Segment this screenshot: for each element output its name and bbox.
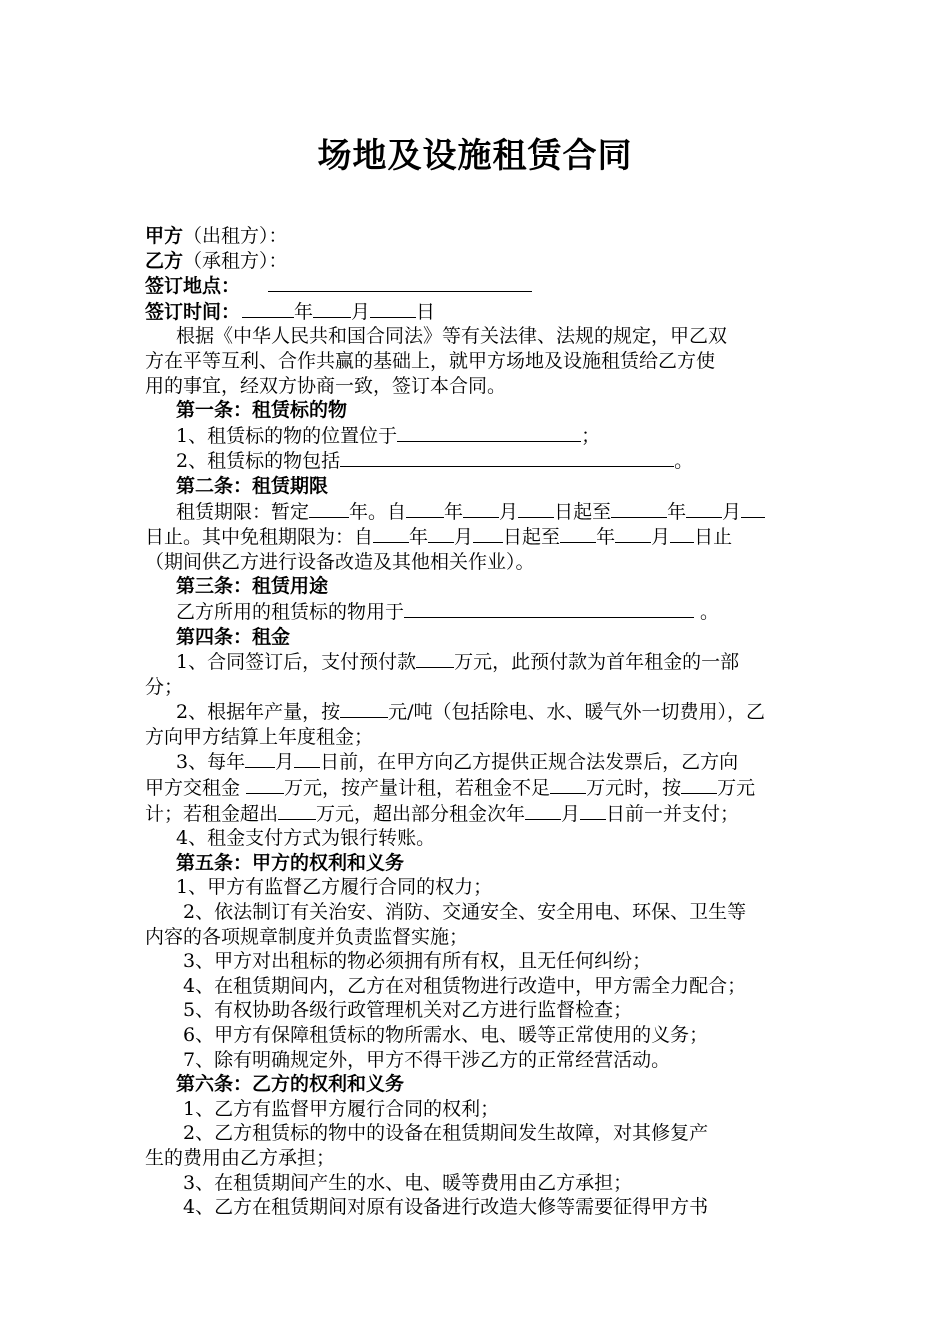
sign-place-line <box>145 273 815 299</box>
term-text-7: 月 <box>722 500 742 523</box>
article-1-item-2 <box>145 448 815 474</box>
article-4-heading: 第四条：租金 <box>176 625 291 648</box>
term-text-4: 月 <box>499 500 519 523</box>
sign-year-blank <box>242 299 294 318</box>
term-text-5: 日起至 <box>554 500 612 523</box>
free-end-day-blank <box>670 524 694 543</box>
rent-text-2: 万元，按产量计租，若租金不足 <box>284 777 551 800</box>
rent-text-4: 万元 <box>717 777 756 800</box>
article-4-item-1-cont: 分； <box>145 675 184 698</box>
term-start-day-blank <box>518 499 554 518</box>
sign-place-label: 签订地点： <box>145 275 241 298</box>
annual-text: 3、每年 <box>176 751 246 774</box>
preamble-line-1: 根据《中华人民共和国合同法》等有关法律、法规的规定，甲乙双 <box>176 325 728 348</box>
article-6-item-2: 2、乙方租赁标的物中的设备在租赁期间发生故障，对其修复产 <box>183 1122 709 1145</box>
free-start-month-blank <box>428 524 454 543</box>
article-6-item-2-cont: 生的费用由乙方承担； <box>145 1146 336 1169</box>
prepay-blank <box>416 649 454 668</box>
article-6-heading: 第六条：乙方的权利和义务 <box>176 1073 405 1096</box>
article-6-item-4: 4、乙方在租赁期间对原有设备进行改造大修等需要征得甲方书 <box>183 1196 709 1219</box>
term-start-month-blank <box>463 499 499 518</box>
sign-year-label: 年 <box>294 300 314 323</box>
article-3-heading: 第三条：租赁用途 <box>176 575 329 598</box>
term-text-1: 租赁期限：暂定 <box>176 500 310 523</box>
rent-blank <box>246 775 284 794</box>
article-1-item-1 <box>145 423 815 449</box>
free-end-year-blank <box>560 524 596 543</box>
article-1-item-1-text: 1、租赁标的物的位置位于 <box>176 424 398 447</box>
free-end-month-blank <box>615 524 651 543</box>
free-term-text-5: 年 <box>596 526 616 549</box>
term-end-month-blank <box>686 499 722 518</box>
party-a-label: 甲方 <box>145 225 184 247</box>
rent-text-3: 万元时，按 <box>586 777 682 800</box>
article-5-item-1: 1、甲方有监督乙方履行合同的权力； <box>176 876 493 899</box>
excess-day-blank <box>580 801 606 820</box>
article-4-item-2 <box>145 699 815 725</box>
sign-month-blank <box>313 299 351 318</box>
excess-month-blank <box>525 801 561 820</box>
article-4-item-3-cont-1 <box>145 775 815 801</box>
article-2-line-3: （期间供乙方进行设备改造及其他相关作业）。 <box>145 550 535 573</box>
excess-text-2: 万元，超出部分租金次年 <box>316 802 526 825</box>
sign-time-line <box>145 299 815 325</box>
article-5-item-7: 7、除有明确规定外，甲方不得干涉乙方的正常经营活动。 <box>183 1048 671 1071</box>
location-blank <box>397 423 581 442</box>
party-b-label: 乙方 <box>145 249 184 272</box>
term-text-3: 年 <box>444 500 464 523</box>
contract-body <box>145 224 815 1220</box>
article-6-item-3: 3、在租赁期间产生的水、电、暖等费用由乙方承担； <box>183 1171 633 1194</box>
free-start-day-blank <box>473 524 503 543</box>
article-5-heading: 第五条：甲方的权利和义务 <box>176 851 405 874</box>
article-1-item-2-text: 2、租赁标的物包括 <box>176 450 341 473</box>
rate-text: 2、根据年产量，按 <box>176 701 341 724</box>
usage-text: 乙方所用的租赁标的物用于 <box>176 600 405 623</box>
sign-day-label: 日 <box>416 300 436 323</box>
preamble-line-2: 方在平等互利、合作共赢的基础上，就甲方场地及设施租赁给乙方使 <box>145 349 716 372</box>
free-term-text-1: 日止。其中免租期限为：自 <box>145 526 374 549</box>
article-1-item-1-end: ； <box>581 424 601 447</box>
free-term-text-4: 日起至 <box>503 526 561 549</box>
sign-place-blank <box>268 273 532 292</box>
sign-day-blank <box>370 299 416 318</box>
term-text-6: 年 <box>667 500 687 523</box>
article-2-heading: 第二条：租赁期限 <box>176 474 329 497</box>
party-a-role: （出租方）： <box>183 225 288 247</box>
free-term-text-2: 年 <box>409 526 429 549</box>
min-rent-charge-blank <box>681 775 717 794</box>
article-1-heading: 第一条：租赁标的物 <box>176 399 348 422</box>
excess-text-4: 日前一并支付； <box>606 802 740 825</box>
preamble-line-3: 用的事宜，经双方协商一致，签订本合同。 <box>145 374 507 397</box>
annual-month-blank <box>245 749 275 768</box>
sign-month-label: 月 <box>351 300 371 323</box>
term-end-day-blank <box>741 499 765 518</box>
party-b-line <box>145 249 815 274</box>
rent-text: 甲方交租金 <box>145 777 247 800</box>
term-years-blank <box>309 499 349 518</box>
contents-blank <box>340 448 674 467</box>
excess-text-3: 月 <box>561 802 581 825</box>
party-b-role: （承租方）： <box>183 249 288 272</box>
free-term-text-3: 月 <box>454 526 474 549</box>
free-start-year-blank <box>373 524 409 543</box>
party-a-line <box>145 224 815 249</box>
free-term-text-7: 日止 <box>694 526 733 549</box>
annual-text-2: 月 <box>275 751 295 774</box>
article-5-item-5: 5、有权协助各级行政管理机关对乙方进行监督检查； <box>183 999 633 1022</box>
article-5-item-3: 3、甲方对出租标的物必须拥有所有权，且无任何纠纷； <box>183 950 652 973</box>
article-2-line-1 <box>145 499 815 525</box>
document-title: 场地及设施租赁合同 <box>317 136 633 176</box>
rate-text-2: 元/吨（包括除电、水、暖气外一切费用），乙 <box>388 701 765 724</box>
usage-end: 。 <box>694 600 720 623</box>
min-rent-blank <box>550 775 586 794</box>
term-text-2: 年。自 <box>349 500 407 523</box>
article-1-item-2-end: 。 <box>674 450 694 473</box>
prepay-text: 1、合同签订后，支付预付款 <box>176 651 417 674</box>
article-4-item-1 <box>145 649 815 675</box>
article-6-item-1: 1、乙方有监督甲方履行合同的权利； <box>183 1097 500 1120</box>
free-term-text-6: 月 <box>651 526 671 549</box>
usage-blank <box>404 599 694 618</box>
prepay-text-2: 万元，此预付款为首年租金的一部 <box>454 651 740 674</box>
article-5-item-2-cont: 内容的各项规章制度并负责监督实施； <box>145 925 469 948</box>
rate-blank <box>340 699 388 718</box>
term-start-year-blank <box>406 499 444 518</box>
article-2-line-2 <box>145 524 815 550</box>
article-4-item-4: 4、租金支付方式为银行转账。 <box>176 827 436 850</box>
article-4-item-3 <box>145 749 815 775</box>
article-5-item-4: 4、在租赁期间内，乙方在对租赁物进行改造中，甲方需全力配合； <box>183 974 747 997</box>
excess-blank <box>278 801 316 820</box>
article-3-text <box>145 599 815 625</box>
annual-text-3: 日前，在甲方向乙方提供正规合法发票后，乙方向 <box>320 751 739 774</box>
term-end-year-blank <box>611 499 667 518</box>
excess-text: 计；若租金超出 <box>145 802 279 825</box>
article-5-item-2: 2、依法制订有关治安、消防、交通安全、安全用电、环保、卫生等 <box>183 901 747 924</box>
article-5-item-6: 6、甲方有保障租赁标的物所需水、电、暖等正常使用的义务； <box>183 1024 709 1046</box>
article-4-item-2-cont: 方向甲方结算上年度租金； <box>145 725 374 748</box>
annual-day-blank <box>294 749 320 768</box>
article-4-item-3-cont-2 <box>145 801 815 827</box>
sign-time-label: 签订时间： <box>145 300 241 323</box>
